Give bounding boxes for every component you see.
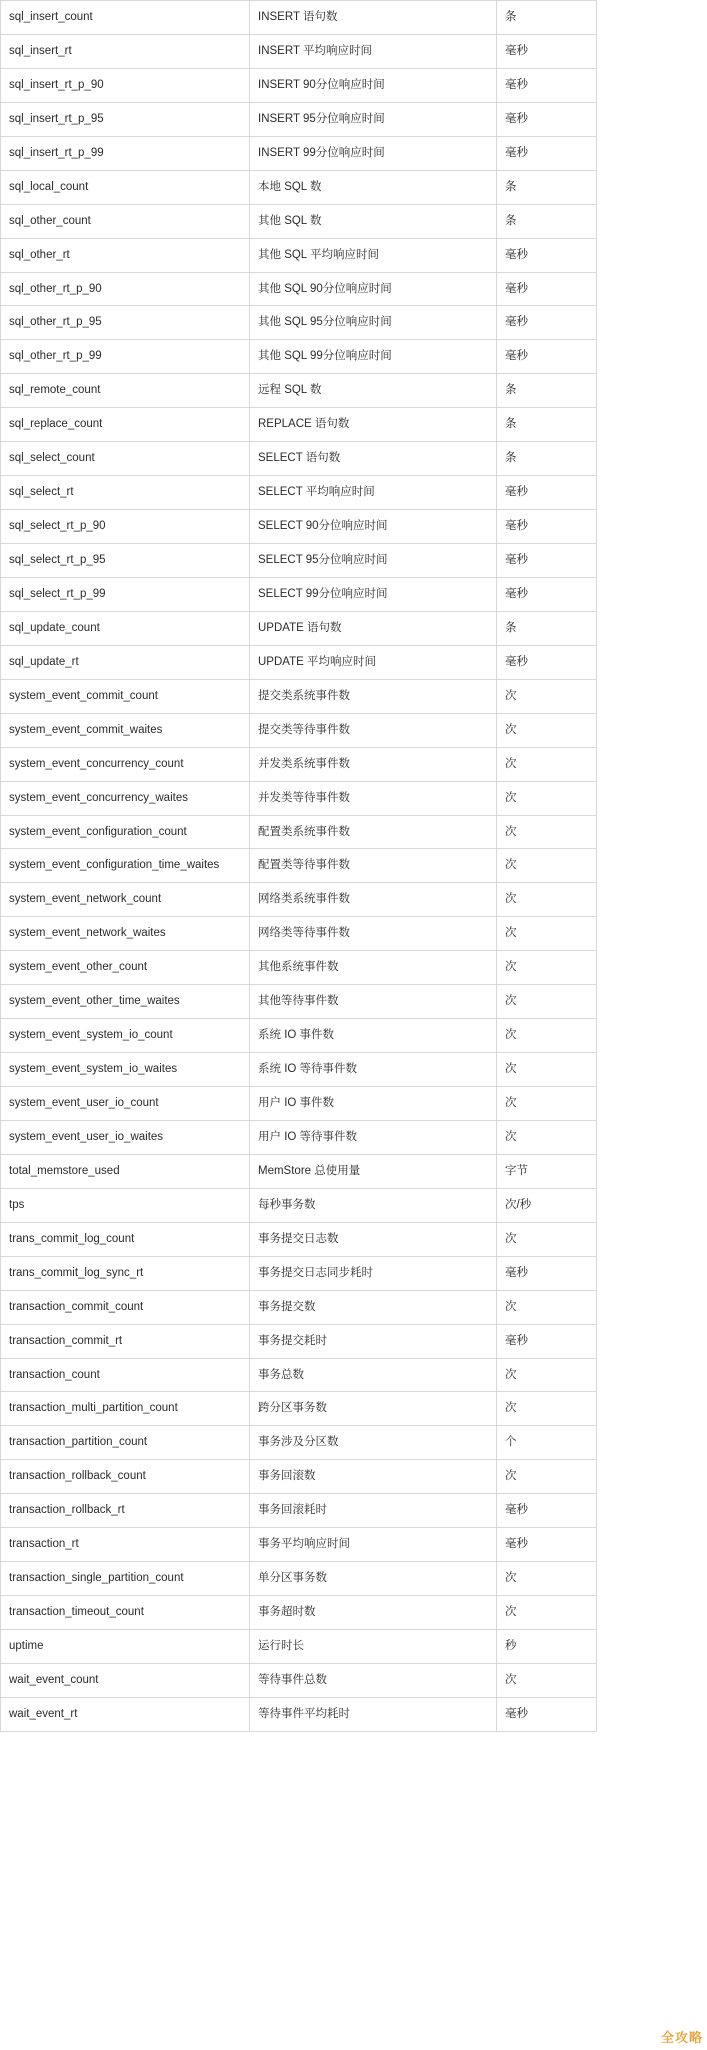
- metric-unit-cell: 毫秒: [497, 68, 597, 102]
- metric-unit-cell: 毫秒: [497, 34, 597, 68]
- metric-name-cell: sql_insert_rt_p_99: [1, 136, 250, 170]
- metric-description-cell: SELECT 95分位响应时间: [250, 544, 497, 578]
- metric-description-cell: 用户 IO 等待事件数: [250, 1120, 497, 1154]
- metric-unit-cell: 次: [497, 1392, 597, 1426]
- metric-unit-cell: 次: [497, 849, 597, 883]
- metric-description-cell: 事务提交数: [250, 1290, 497, 1324]
- metric-description-cell: SELECT 99分位响应时间: [250, 577, 497, 611]
- watermark-label: 全攻略: [660, 2030, 703, 2045]
- table-row: [1, 68, 597, 102]
- table-row: [1, 883, 597, 917]
- metric-description-cell: 事务提交日志数: [250, 1222, 497, 1256]
- metric-name-cell: wait_event_count: [1, 1663, 250, 1697]
- metric-name-cell: sql_other_count: [1, 204, 250, 238]
- metric-unit-cell: 条: [497, 611, 597, 645]
- metric-description-cell: 事务回滚耗时: [250, 1494, 497, 1528]
- metric-description-cell: 事务提交耗时: [250, 1324, 497, 1358]
- metric-description-cell: 配置类系统事件数: [250, 815, 497, 849]
- table-row: [1, 34, 597, 68]
- metric-unit-cell: 条: [497, 204, 597, 238]
- metric-description-cell: 事务回滚数: [250, 1460, 497, 1494]
- metric-unit-cell: 次: [497, 1562, 597, 1596]
- metric-unit-cell: 次: [497, 747, 597, 781]
- metric-name-cell: system_event_other_count: [1, 951, 250, 985]
- metric-unit-cell: 次: [497, 1358, 597, 1392]
- metric-unit-cell: 次: [497, 985, 597, 1019]
- metric-name-cell: transaction_timeout_count: [1, 1596, 250, 1630]
- metric-name-cell: wait_event_rt: [1, 1697, 250, 1731]
- metric-description-cell: INSERT 90分位响应时间: [250, 68, 497, 102]
- metric-unit-cell: 字节: [497, 1154, 597, 1188]
- table-row: [1, 1562, 597, 1596]
- metric-name-cell: system_event_configuration_time_waites: [1, 849, 250, 883]
- table-row: [1, 340, 597, 374]
- metric-name-cell: total_memstore_used: [1, 1154, 250, 1188]
- table-row: [1, 204, 597, 238]
- metric-unit-cell: 秒: [497, 1630, 597, 1664]
- table-row: [1, 1494, 597, 1528]
- metric-unit-cell: 次: [497, 1019, 597, 1053]
- metric-name-cell: transaction_rollback_rt: [1, 1494, 250, 1528]
- metric-description-cell: 远程 SQL 数: [250, 374, 497, 408]
- metric-name-cell: system_event_network_waites: [1, 917, 250, 951]
- metric-description-cell: 提交类等待事件数: [250, 713, 497, 747]
- table-row: [1, 713, 597, 747]
- metric-unit-cell: 次/秒: [497, 1188, 597, 1222]
- metric-unit-cell: 毫秒: [497, 577, 597, 611]
- table-row: [1, 374, 597, 408]
- metric-description-cell: 其他等待事件数: [250, 985, 497, 1019]
- metric-name-cell: system_event_system_io_waites: [1, 1053, 250, 1087]
- metric-name-cell: sql_insert_count: [1, 1, 250, 35]
- table-row: [1, 1697, 597, 1731]
- table-row: [1, 442, 597, 476]
- metric-name-cell: sql_update_rt: [1, 645, 250, 679]
- metric-name-cell: system_event_configuration_count: [1, 815, 250, 849]
- table-row: [1, 1324, 597, 1358]
- metric-description-cell: 并发类等待事件数: [250, 781, 497, 815]
- metric-description-cell: SELECT 平均响应时间: [250, 476, 497, 510]
- metric-description-cell: 用户 IO 事件数: [250, 1087, 497, 1121]
- table-row: [1, 679, 597, 713]
- metric-description-cell: 事务超时数: [250, 1596, 497, 1630]
- metric-description-cell: 等待事件平均耗时: [250, 1697, 497, 1731]
- table-row: [1, 1222, 597, 1256]
- metric-unit-cell: 毫秒: [497, 1494, 597, 1528]
- table-row: [1, 1053, 597, 1087]
- metric-name-cell: sql_replace_count: [1, 408, 250, 442]
- table-row: [1, 1256, 597, 1290]
- metric-unit-cell: 毫秒: [497, 136, 597, 170]
- metric-unit-cell: 毫秒: [497, 102, 597, 136]
- metric-description-cell: 系统 IO 事件数: [250, 1019, 497, 1053]
- metric-unit-cell: 毫秒: [497, 238, 597, 272]
- metric-unit-cell: 毫秒: [497, 1324, 597, 1358]
- metric-name-cell: system_event_other_time_waites: [1, 985, 250, 1019]
- table-row: [1, 238, 597, 272]
- table-row: [1, 510, 597, 544]
- metric-unit-cell: 毫秒: [497, 544, 597, 578]
- table-row: [1, 306, 597, 340]
- table-row: [1, 645, 597, 679]
- table-row: [1, 917, 597, 951]
- metric-name-cell: system_event_commit_count: [1, 679, 250, 713]
- metric-name-cell: sql_other_rt_p_99: [1, 340, 250, 374]
- table-row: [1, 1120, 597, 1154]
- metric-unit-cell: 次: [497, 1596, 597, 1630]
- metric-name-cell: tps: [1, 1188, 250, 1222]
- metric-name-cell: sql_select_rt_p_99: [1, 577, 250, 611]
- metric-unit-cell: 次: [497, 781, 597, 815]
- metric-unit-cell: 条: [497, 170, 597, 204]
- metric-unit-cell: 次: [497, 815, 597, 849]
- table-row: [1, 815, 597, 849]
- metric-name-cell: uptime: [1, 1630, 250, 1664]
- metric-unit-cell: 条: [497, 442, 597, 476]
- metric-unit-cell: 次: [497, 1290, 597, 1324]
- metric-unit-cell: 毫秒: [497, 1528, 597, 1562]
- metric-description-cell: SELECT 90分位响应时间: [250, 510, 497, 544]
- table-row: [1, 102, 597, 136]
- metric-description-cell: UPDATE 平均响应时间: [250, 645, 497, 679]
- metric-name-cell: transaction_single_partition_count: [1, 1562, 250, 1596]
- metric-name-cell: sql_local_count: [1, 170, 250, 204]
- metric-name-cell: system_event_system_io_count: [1, 1019, 250, 1053]
- metric-unit-cell: 次: [497, 679, 597, 713]
- table-row: [1, 577, 597, 611]
- metric-name-cell: transaction_multi_partition_count: [1, 1392, 250, 1426]
- metric-description-cell: INSERT 95分位响应时间: [250, 102, 497, 136]
- metric-unit-cell: 个: [497, 1426, 597, 1460]
- table-row: [1, 951, 597, 985]
- table-row: [1, 781, 597, 815]
- metric-unit-cell: 次: [497, 951, 597, 985]
- metric-unit-cell: 次: [497, 883, 597, 917]
- metric-unit-cell: 毫秒: [497, 1256, 597, 1290]
- metric-description-cell: SELECT 语句数: [250, 442, 497, 476]
- metric-description-cell: INSERT 语句数: [250, 1, 497, 35]
- metric-description-cell: 其他 SQL 95分位响应时间: [250, 306, 497, 340]
- metric-description-cell: 事务总数: [250, 1358, 497, 1392]
- metric-unit-cell: 毫秒: [497, 510, 597, 544]
- metric-description-cell: 配置类等待事件数: [250, 849, 497, 883]
- metric-unit-cell: 条: [497, 1, 597, 35]
- metric-name-cell: system_event_user_io_count: [1, 1087, 250, 1121]
- metric-name-cell: sql_remote_count: [1, 374, 250, 408]
- metric-description-cell: 并发类系统事件数: [250, 747, 497, 781]
- metric-description-cell: 其他 SQL 99分位响应时间: [250, 340, 497, 374]
- metric-unit-cell: 次: [497, 1120, 597, 1154]
- table-row: [1, 1392, 597, 1426]
- metric-unit-cell: 毫秒: [497, 476, 597, 510]
- metric-description-cell: MemStore 总使用量: [250, 1154, 497, 1188]
- table-row: [1, 1663, 597, 1697]
- metric-description-cell: 单分区事务数: [250, 1562, 497, 1596]
- metric-unit-cell: 次: [497, 1663, 597, 1697]
- metric-name-cell: sql_insert_rt_p_90: [1, 68, 250, 102]
- metric-description-cell: UPDATE 语句数: [250, 611, 497, 645]
- metric-unit-cell: 次: [497, 1460, 597, 1494]
- table-row: [1, 1528, 597, 1562]
- metric-description-cell: 事务平均响应时间: [250, 1528, 497, 1562]
- table-row: [1, 408, 597, 442]
- metric-name-cell: trans_commit_log_count: [1, 1222, 250, 1256]
- metric-name-cell: system_event_network_count: [1, 883, 250, 917]
- metric-name-cell: system_event_user_io_waites: [1, 1120, 250, 1154]
- metrics-table-body: [1, 1, 597, 1732]
- table-row: [1, 1087, 597, 1121]
- table-row: [1, 1188, 597, 1222]
- metric-description-cell: 运行时长: [250, 1630, 497, 1664]
- table-row: [1, 849, 597, 883]
- table-row: [1, 1, 597, 35]
- table-row: [1, 985, 597, 1019]
- metric-name-cell: sql_other_rt_p_95: [1, 306, 250, 340]
- metric-unit-cell: 毫秒: [497, 645, 597, 679]
- metric-description-cell: 事务提交日志同步耗时: [250, 1256, 497, 1290]
- metric-name-cell: sql_insert_rt_p_95: [1, 102, 250, 136]
- table-row: [1, 1596, 597, 1630]
- metric-description-cell: 每秒事务数: [250, 1188, 497, 1222]
- metric-name-cell: transaction_commit_rt: [1, 1324, 250, 1358]
- table-row: [1, 611, 597, 645]
- metric-name-cell: sql_update_count: [1, 611, 250, 645]
- metric-name-cell: transaction_rt: [1, 1528, 250, 1562]
- table-row: [1, 476, 597, 510]
- metric-description-cell: 网络类系统事件数: [250, 883, 497, 917]
- metric-description-cell: 等待事件总数: [250, 1663, 497, 1697]
- table-row: [1, 170, 597, 204]
- table-row: [1, 136, 597, 170]
- table-row: [1, 1630, 597, 1664]
- metric-unit-cell: 条: [497, 408, 597, 442]
- metric-unit-cell: 毫秒: [497, 272, 597, 306]
- metric-name-cell: transaction_commit_count: [1, 1290, 250, 1324]
- metric-name-cell: sql_select_count: [1, 442, 250, 476]
- metric-name-cell: sql_select_rt: [1, 476, 250, 510]
- metric-description-cell: 网络类等待事件数: [250, 917, 497, 951]
- metric-description-cell: 系统 IO 等待事件数: [250, 1053, 497, 1087]
- table-row: [1, 1290, 597, 1324]
- metric-name-cell: sql_select_rt_p_90: [1, 510, 250, 544]
- metric-description-cell: INSERT 平均响应时间: [250, 34, 497, 68]
- metric-unit-cell: 条: [497, 374, 597, 408]
- metric-unit-cell: 毫秒: [497, 1697, 597, 1731]
- metric-unit-cell: 次: [497, 713, 597, 747]
- metric-name-cell: system_event_commit_waites: [1, 713, 250, 747]
- metric-name-cell: system_event_concurrency_waites: [1, 781, 250, 815]
- metric-description-cell: INSERT 99分位响应时间: [250, 136, 497, 170]
- metric-name-cell: sql_other_rt_p_90: [1, 272, 250, 306]
- table-row: [1, 1019, 597, 1053]
- metric-unit-cell: 次: [497, 1087, 597, 1121]
- metric-description-cell: 跨分区事务数: [250, 1392, 497, 1426]
- metric-name-cell: transaction_rollback_count: [1, 1460, 250, 1494]
- metric-description-cell: 其他 SQL 平均响应时间: [250, 238, 497, 272]
- metric-description-cell: 提交类系统事件数: [250, 679, 497, 713]
- table-row: [1, 747, 597, 781]
- metric-unit-cell: 毫秒: [497, 340, 597, 374]
- metric-name-cell: transaction_count: [1, 1358, 250, 1392]
- metric-unit-cell: 次: [497, 1053, 597, 1087]
- metric-name-cell: trans_commit_log_sync_rt: [1, 1256, 250, 1290]
- table-row: [1, 1358, 597, 1392]
- metric-name-cell: sql_select_rt_p_95: [1, 544, 250, 578]
- table-row: [1, 544, 597, 578]
- table-row: [1, 1460, 597, 1494]
- table-row: [1, 1154, 597, 1188]
- metric-description-cell: REPLACE 语句数: [250, 408, 497, 442]
- metric-description-cell: 其他 SQL 数: [250, 204, 497, 238]
- table-row: [1, 1426, 597, 1460]
- table-row: [1, 272, 597, 306]
- metric-name-cell: system_event_concurrency_count: [1, 747, 250, 781]
- metric-name-cell: sql_other_rt: [1, 238, 250, 272]
- metric-name-cell: sql_insert_rt: [1, 34, 250, 68]
- metric-unit-cell: 毫秒: [497, 306, 597, 340]
- metric-description-cell: 本地 SQL 数: [250, 170, 497, 204]
- metric-description-cell: 其他系统事件数: [250, 951, 497, 985]
- metric-name-cell: transaction_partition_count: [1, 1426, 250, 1460]
- metric-description-cell: 其他 SQL 90分位响应时间: [250, 272, 497, 306]
- metric-description-cell: 事务涉及分区数: [250, 1426, 497, 1460]
- metric-unit-cell: 次: [497, 1222, 597, 1256]
- metric-unit-cell: 次: [497, 917, 597, 951]
